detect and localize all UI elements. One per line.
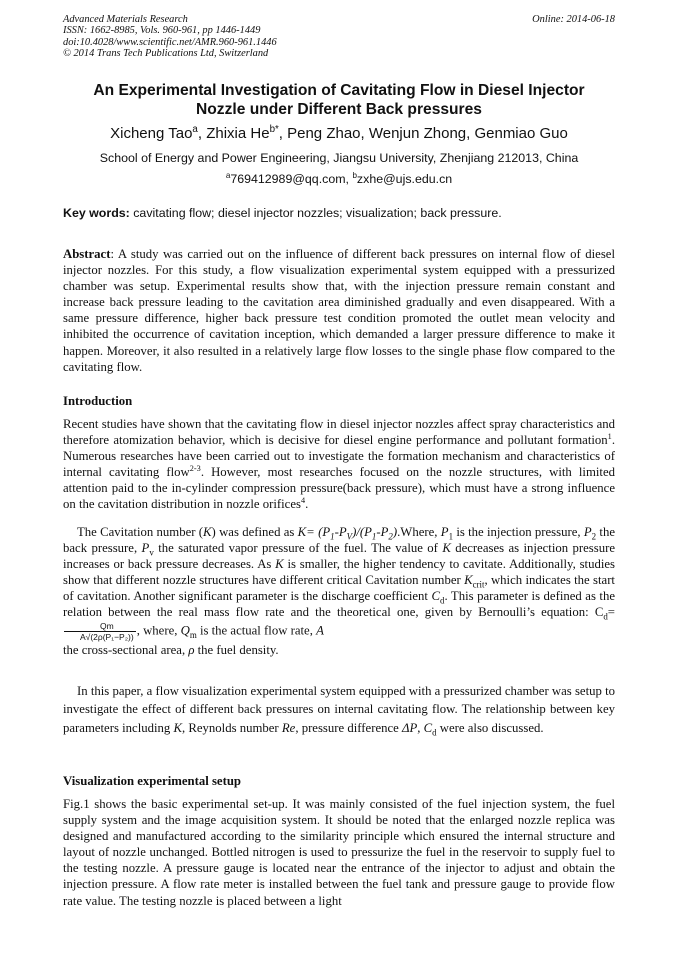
author-list xyxy=(63,124,615,144)
introduction-paragraph-2 xyxy=(63,524,615,658)
text-span: . However, most researches focused on the nozzle structures, with limited attention paid to the in-cylinder compression pressure(back pressure), which must have a strong influence on the cavitation distribution in nozzle orifices xyxy=(63,465,615,512)
subscript: 1 xyxy=(371,531,377,542)
text-span: is the injection pressure, xyxy=(453,525,584,539)
text-span: is the actual flow rate, xyxy=(196,622,317,637)
subscript: d xyxy=(603,612,608,623)
subscript: V xyxy=(346,531,353,542)
text-span: .Where, xyxy=(397,525,441,539)
text-span: The Cavitation number ( xyxy=(77,525,204,539)
citation: 4 xyxy=(300,496,306,506)
keywords-text: cavitating flow; diesel injector nozzles; visualization; back pressure. xyxy=(129,206,502,220)
text-span: K= (P xyxy=(297,525,331,539)
doi: doi:10.4028/www.scientific.net/AMR.960-961.1446 xyxy=(63,36,277,48)
author-sep: , xyxy=(197,125,207,142)
text-span: -P xyxy=(334,525,347,539)
journal-header xyxy=(63,14,615,59)
email-b: zxhe@ujs.edu.cn xyxy=(356,172,453,186)
math-symbol: K xyxy=(275,557,284,572)
subscript: d xyxy=(439,595,445,606)
abstract xyxy=(63,246,615,375)
text-span: is smaller, the higher tendency to cavitate. Additionally, studies show that different nozzle structures have different critical Cavitation number xyxy=(63,557,615,588)
cavitation-number-equation xyxy=(297,525,398,542)
text-span: the fuel density. xyxy=(194,642,279,657)
subscript: crit xyxy=(472,579,485,590)
text-span: were also discussed. xyxy=(436,720,544,735)
math-symbol: ρ xyxy=(188,642,195,657)
text-span: the saturated vapor pressure of the fuel. The value of xyxy=(153,541,443,556)
math-symbol: Q xyxy=(180,622,190,637)
citation: 2-3 xyxy=(189,464,201,474)
text-span: . xyxy=(305,497,309,512)
text-span: , where, xyxy=(136,622,181,637)
setup-heading: Visualization experimental setup xyxy=(63,774,242,788)
math-symbol: K xyxy=(173,720,182,735)
text-span: Recent studies have shown that the cavitating flow in diesel injector nozzles affect spray characteristics and therefore atomization behavior, which is decisive for diesel engine performance and pollutant formation xyxy=(63,417,615,448)
introduction-heading: Introduction xyxy=(63,394,133,408)
subscript: 1 xyxy=(330,531,335,542)
author-he: Zhixia He xyxy=(206,125,270,142)
math-symbol: Re xyxy=(281,720,296,735)
author-others: , Peng Zhao, Wenjun Zhong, Genmiao Guo xyxy=(278,125,568,142)
affiliation: School of Energy and Power Engineering, Jiangsu University, Zhenjiang 212013, China xyxy=(99,151,579,165)
keywords-label: Key words: xyxy=(63,206,130,220)
text-span: , Reynolds number xyxy=(181,720,282,735)
math-symbol: C xyxy=(431,589,440,604)
subscript: 1 xyxy=(448,531,454,542)
text-span: , pressure difference xyxy=(295,720,402,735)
text-span: , which indicates the start of cavitation. Another significant parameter is the discharge coefficient xyxy=(63,573,615,604)
text-span: . This parameter is defined as the relation between the real mass flow rate and the theoretical one, given by Bernoulli’s equation: C xyxy=(63,589,615,620)
title-line-2: Nozzle under Different Back pressures xyxy=(196,101,482,118)
text-span: ) was defined as xyxy=(211,525,298,539)
text-span: = xyxy=(607,605,615,620)
math-symbol: P xyxy=(583,525,592,539)
subscript: v xyxy=(149,547,154,558)
introduction-paragraph-1 xyxy=(63,416,615,513)
math-symbol: ΔP xyxy=(401,720,418,735)
text-span: , xyxy=(417,720,424,735)
discharge-coefficient-formula xyxy=(64,621,136,642)
math-symbol: K xyxy=(203,525,212,539)
keywords xyxy=(63,205,615,221)
issn: ISSN: 1662-8985, Vols. 960-961, pp 1446-1449 xyxy=(63,25,261,37)
email-a-marker: a xyxy=(225,170,231,180)
subscript: 2 xyxy=(388,531,393,542)
formula-denominator: A√(2ρ(P₁−P₂)) xyxy=(80,631,134,642)
math-symbol: K xyxy=(442,541,451,556)
math-symbol: P xyxy=(440,525,449,539)
math-symbol: P xyxy=(141,541,150,556)
author-tao-affil: a xyxy=(192,124,198,135)
email-b-marker: b xyxy=(352,170,357,180)
text-span: the cross-sectional area, xyxy=(63,642,189,657)
text-span: decreases as injection pressure increases or back pressure decreases. As xyxy=(63,541,615,572)
email-a: 769412989@qq.com, xyxy=(230,172,353,186)
text-span: . Numerous researches have been carried out to investigate the formation mechanism and characteristics of internal cavitating flow xyxy=(63,433,615,480)
author-he-affil: b* xyxy=(269,124,279,135)
math-symbol: C xyxy=(423,720,433,735)
subscript: m xyxy=(189,629,197,640)
author-emails xyxy=(63,171,615,187)
setup-paragraph-1: Fig.1 shows the basic experimental set-up. It was mainly consisted of the fuel injection system, the fuel supply system and the image acquisition system. It should be noted that the enlarged nozzle replica was designed and manufactured according to the similarity principle which ensured the internal structure and layout of nozzle unchanged. Bottled nitrogen is used to pressurize the fuel in the reservoir to supply fuel to the testing nozzle. A pressure gauge is located near the entrance of the injector to adjust and obtain the injection pressure. A flow rate meter is installed between the fuel tank and pressure gauge to provide flow rate value. The testing nozzle is placed between a light xyxy=(63,797,615,908)
text-span: )/(P xyxy=(352,525,372,539)
journal-name: Advanced Materials Research xyxy=(63,14,188,25)
citation: 1 xyxy=(607,431,612,441)
author-tao: Xicheng Tao xyxy=(110,125,193,142)
text-span: -P xyxy=(376,525,389,539)
abstract-label: Abstract xyxy=(63,247,111,261)
formula-numerator: Qm xyxy=(64,621,136,632)
paper-title xyxy=(63,81,615,119)
text-span: In this paper, a flow visualization experimental system equipped with a pressurized chamber was setup to investigate the effect of different back pressures on internal cavitating flow. The relationship between key parameters including xyxy=(63,684,615,735)
subscript: d xyxy=(432,727,437,738)
text-span: the back pressure, xyxy=(63,525,615,556)
math-symbol: K xyxy=(464,573,473,588)
title-line-1: An Experimental Investigation of Cavitating Flow in Diesel Injector xyxy=(93,82,585,99)
introduction-paragraph-3 xyxy=(63,682,615,737)
math-symbol: A xyxy=(316,622,324,637)
abstract-text: : A study was carried out on the influence of different back pressures on internal flow of diesel injector nozzles. For this study, a flow visualization experimental system equipped with a pressurized chamber was setup. Experimental results show that, with the injection pressure remain constant and increase back pressure leading to the cavitation area diminished gradually and even disappeared. With a same pressure difference, higher back pressure test condition promoted the outlet mean velocity and inhibited the occurrence of cavitation inception, which demanded a larger pressure difference to make it happen. Moreover, it also resulted in a relatively large flow losses to the single phase flow compared to the cavitating flow. xyxy=(63,247,615,374)
copyright: © 2014 Trans Tech Publications Ltd, Switzerland xyxy=(63,47,269,59)
online-date: Online: 2014-06-18 xyxy=(532,14,615,25)
text-span: ) xyxy=(392,525,398,539)
subscript: 2 xyxy=(591,531,597,542)
